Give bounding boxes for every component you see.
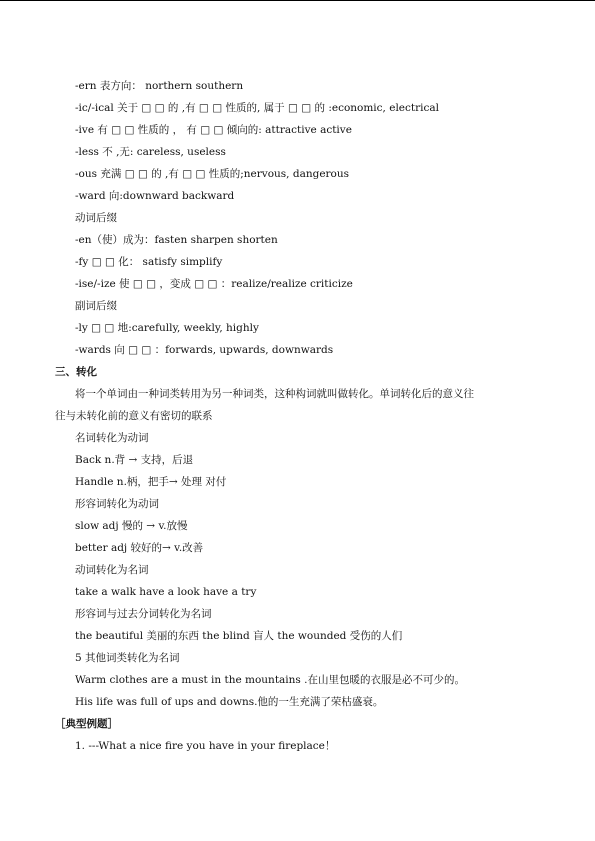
suffix-wards-line: -wards 向 □ □ ：forwards, upwards, downwards xyxy=(75,344,334,356)
adj-to-verb-heading: 形容词转化为动词 xyxy=(75,498,159,510)
example-take-a-walk: take a walk have a look have a try xyxy=(75,586,257,598)
suffix-ic-ical-line: -ic/-ical 关于 □ □ 的 ,有 □ □ 性质的, 属于 □ □ 的 :economic, electrical xyxy=(75,102,439,114)
example-better: better adj 较好的→ v.改善 xyxy=(75,542,204,554)
example-handle: Handle n.柄，把手→ 处理 对付 xyxy=(75,476,227,488)
suffix-fy-line: -fy □ □ 化： satisfy simplify xyxy=(75,256,223,268)
adj-participle-to-noun-heading: 形容词与过去分词转化为名词 xyxy=(75,608,212,620)
adverb-suffix-heading: 副词后缀 xyxy=(75,300,117,312)
example-warm-clothes: Warm clothes are a must in the mountains .在山里包暖的衣服是必不可少的。 xyxy=(75,674,465,686)
suffix-ive-line: -ive 有 □ □ 性质的 ， 有 □ □ 倾向的: attractive active xyxy=(75,124,352,136)
suffix-ward-line: -ward 向:downward backward xyxy=(75,190,235,202)
example-slow: slow adj 慢的 → v.放慢 xyxy=(75,520,188,532)
conversion-paragraph-line-2: 往与未转化前的意义有密切的联系 xyxy=(55,410,213,422)
noun-to-verb-heading: 名词转化为动词 xyxy=(75,432,149,444)
typical-examples-heading: ［典型例题］ xyxy=(55,718,118,730)
verb-suffix-heading: 动词后缀 xyxy=(75,212,117,224)
suffix-ly-line: -ly □ □ 地:carefully, weekly, highly xyxy=(75,322,259,334)
suffix-en-line: -en（使）成为：fasten sharpen shorten xyxy=(75,234,278,246)
suffix-ern-line: -ern 表方向： northern southern xyxy=(75,80,244,92)
suffix-ous-line: -ous 充满 □ □ 的 ,有 □ □ 性质的;nervous, dangerous xyxy=(75,168,350,180)
question-1: 1. ---What a nice fire you have in your fireplace！ xyxy=(75,740,336,752)
conversion-paragraph-line-1: 将一个单词由一种词类转用为另一种词类，这种构词就叫做转化。单词转化后的意义往 xyxy=(75,388,474,400)
section-heading-conversion: 三、转化 xyxy=(55,366,97,378)
other-to-noun-heading: 5 其他词类转化为名词 xyxy=(75,652,180,664)
example-back: Back n.背 → 支持，后退 xyxy=(75,454,194,466)
verb-to-noun-heading: 动词转化为名词 xyxy=(75,564,149,576)
example-the-beautiful: the beautiful 美丽的东西 the blind 盲人 the wounded 受伤的人们 xyxy=(75,630,403,642)
example-ups-and-downs: His life was full of ups and downs.他的一生充满了荣枯盛衰。 xyxy=(75,696,384,708)
suffix-ise-ize-line: -ise/-ize 使 □ □ ，变成 □ □ ：realize/realize criticize xyxy=(75,278,353,290)
suffix-less-line: -less 不 ,无: careless, useless xyxy=(75,146,226,158)
